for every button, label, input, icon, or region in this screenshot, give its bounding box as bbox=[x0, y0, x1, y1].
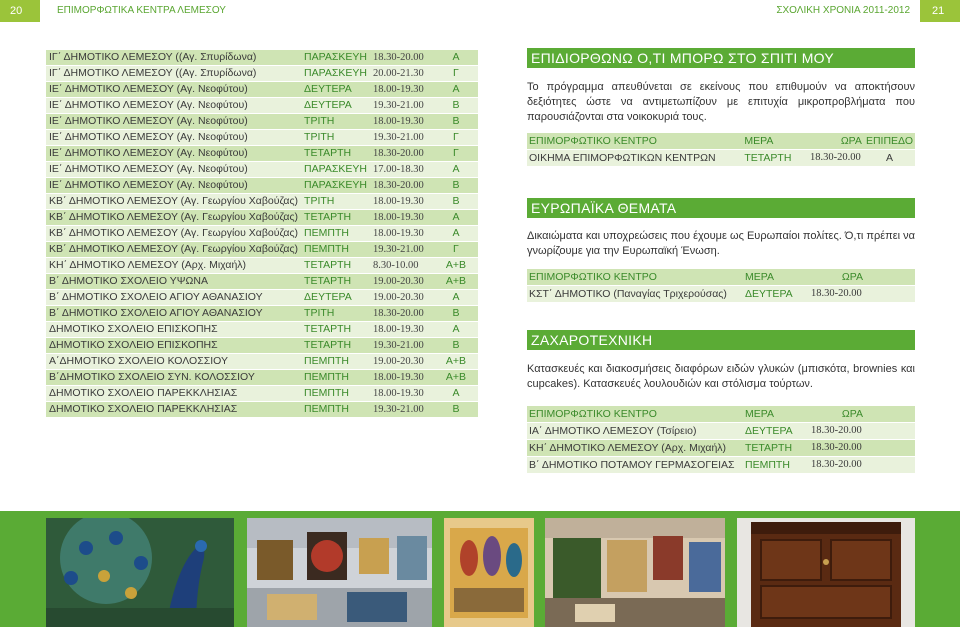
photo-strip bbox=[0, 511, 960, 627]
cell-day: ΠΕΜΠΤΗ bbox=[301, 354, 370, 370]
cell-time: 17.00-18.30 bbox=[370, 162, 434, 178]
section-pastry bbox=[527, 330, 915, 474]
cell-level: Β bbox=[434, 114, 478, 130]
cell-level: Α bbox=[434, 82, 478, 98]
cell-day: ΔΕΥΤΕΡΑ bbox=[743, 423, 809, 440]
cell-level: Β bbox=[434, 194, 478, 210]
cell-day: ΔΕΥΤΕΡΑ bbox=[301, 98, 370, 114]
cell-school: ΙΕ΄ ΔΗΜΟΤΙΚΟ ΛΕΜΕΣΟΥ (Αγ. Νεοφύτου) bbox=[46, 114, 301, 130]
col-header-time: ΩΡΑ bbox=[809, 406, 865, 423]
cell-time: 18.30-20.00 bbox=[370, 146, 434, 162]
cell-time: 19.30-21.00 bbox=[370, 98, 434, 114]
col-header-center: ΕΠΙΜΟΡΦΩΤΙΚΟ ΚΕΝΤΡΟ bbox=[527, 133, 742, 150]
table-row bbox=[46, 98, 478, 114]
cell-time: 19.30-21.00 bbox=[370, 242, 434, 258]
cell-school: ΙΕ΄ ΔΗΜΟΤΙΚΟ ΛΕΜΕΣΟΥ (Αγ. Νεοφύτου) bbox=[46, 162, 301, 178]
cell-level: Α+Β bbox=[434, 258, 478, 274]
painted-figures-photo bbox=[444, 518, 534, 627]
section-description: Κατασκευές και διακοσμήσεις διαφόρων ειδών γλυκών (μπισκότα, brownies και cupcakes). Κατασκευές λουλουδιών και στόλισμα τούρτων. bbox=[527, 363, 915, 390]
cell-school: ΙΕ΄ ΔΗΜΟΤΙΚΟ ΛΕΜΕΣΟΥ (Αγ. Νεοφύτου) bbox=[46, 178, 301, 194]
cell-school: ΚΒ΄ ΔΗΜΟΤΙΚΟ ΛΕΜΕΣΟΥ (Αγ. Γεωργίου Χαβούζας) bbox=[46, 226, 301, 242]
cell-level: Α bbox=[434, 50, 478, 66]
schedule-table-body bbox=[46, 50, 478, 418]
table-row bbox=[46, 386, 478, 402]
cell-day: ΠΕΜΠΤΗ bbox=[301, 402, 370, 418]
cell-day: ΤΕΤΑΡΤΗ bbox=[301, 274, 370, 290]
col-header-center: ΕΠΙΜΟΡΦΩΤΙΚΟ ΚΕΝΤΡΟ bbox=[527, 269, 743, 286]
cell-day: ΠΑΡΑΣΚΕΥΗ bbox=[301, 178, 370, 194]
artwork-display-photo bbox=[247, 518, 432, 627]
cell-school: ΙΕ΄ ΔΗΜΟΤΙΚΟ ΛΕΜΕΣΟΥ (Αγ. Νεοφύτου) bbox=[46, 82, 301, 98]
cell-day: ΠΕΜΠΤΗ bbox=[301, 386, 370, 402]
col-header-level: ΕΠΙΠΕΔΟ bbox=[864, 133, 915, 150]
cell-day: ΠΑΡΑΣΚΕΥΗ bbox=[301, 66, 370, 82]
cell-school: ΙΕ΄ ΔΗΜΟΤΙΚΟ ΛΕΜΕΣΟΥ (Αγ. Νεοφύτου) bbox=[46, 98, 301, 114]
cell-school: ΔΗΜΟΤΙΚΟ ΣΧΟΛΕΙΟ ΠΑΡΕΚΚΛΗΣΙΑΣ bbox=[46, 402, 301, 418]
cell-level: Β bbox=[434, 402, 478, 418]
cell-day: ΤΕΤΑΡΤΗ bbox=[742, 150, 808, 167]
cell-school: Β΄ΔΗΜΟΤΙΚΟ ΣΧΟΛΕΙΟ ΣΥΝ. ΚΟΛΟΣΣΙΟΥ bbox=[46, 370, 301, 386]
cell-level: Γ bbox=[434, 130, 478, 146]
cell-level: Γ bbox=[434, 146, 478, 162]
cell-school: ΚΒ΄ ΔΗΜΟΤΙΚΟ ΛΕΜΕΣΟΥ (Αγ. Γεωργίου Χαβούζας) bbox=[46, 210, 301, 226]
table-row bbox=[527, 457, 915, 474]
table-row bbox=[46, 306, 478, 322]
cell-time: 18.00-19.30 bbox=[370, 226, 434, 242]
table-row bbox=[46, 274, 478, 290]
table-row bbox=[46, 322, 478, 338]
table-row bbox=[527, 423, 915, 440]
cell-level: Α+Β bbox=[434, 274, 478, 290]
cell-school: ΚΒ΄ ΔΗΜΟΤΙΚΟ ΛΕΜΕΣΟΥ (Αγ. Γεωργίου Χαβούζας) bbox=[46, 194, 301, 210]
cell-time: 18.30-20.00 bbox=[370, 306, 434, 322]
table-header-row bbox=[527, 269, 915, 286]
table-row bbox=[46, 258, 478, 274]
table-row bbox=[46, 114, 478, 130]
cell-level: Α bbox=[434, 226, 478, 242]
cell-level: Α+Β bbox=[434, 354, 478, 370]
cell-school: ΙΓ΄ ΔΗΜΟΤΙΚΟ ΛΕΜΕΣΟΥ ((Αγ. Σπυρίδωνα) bbox=[46, 66, 301, 82]
table-row bbox=[527, 286, 915, 303]
cell-day: ΔΕΥΤΕΡΑ bbox=[743, 286, 809, 303]
cell-day: ΤΕΤΑΡΤΗ bbox=[301, 338, 370, 354]
table-row bbox=[527, 150, 915, 167]
cell-time: 19.30-21.00 bbox=[370, 338, 434, 354]
cell-level: Α+Β bbox=[434, 370, 478, 386]
section-description: Το πρόγραμμα απευθύνεται σε εκείνους που επιθυμούν να αποκτήσουν δεξιότητες ώστε να αντιμετωπίζουν με επιτυχία μικροπροβλήματα που παρουσιάζονται στα νοικοκυριά τους. bbox=[527, 81, 915, 123]
table-row bbox=[46, 210, 478, 226]
section-table bbox=[527, 269, 915, 303]
cell-time: 18.30-20.00 bbox=[809, 440, 865, 457]
cell-level: Γ bbox=[434, 66, 478, 82]
table-row bbox=[527, 440, 915, 457]
table-row bbox=[46, 130, 478, 146]
cell-time: 18.30-20.00 bbox=[370, 178, 434, 194]
cell-day: ΠΑΡΑΣΚΕΥΗ bbox=[301, 162, 370, 178]
section-table bbox=[527, 133, 915, 167]
table-row bbox=[46, 354, 478, 370]
section-title: ΖΑΧΑΡΟΤΕΧΝΙΚΗ bbox=[527, 330, 915, 350]
cell-school: ΚΒ΄ ΔΗΜΟΤΙΚΟ ΛΕΜΕΣΟΥ (Αγ. Γεωργίου Χαβούζας) bbox=[46, 242, 301, 258]
cell-school: Β΄ ΔΗΜΟΤΙΚΟ ΣΧΟΛΕΙΟ ΥΨΩΝΑ bbox=[46, 274, 301, 290]
cell-center: ΙΑ΄ ΔΗΜΟΤΙΚΟ ΛΕΜΕΣΟΥ (Τσίρειο) bbox=[527, 423, 743, 440]
cell-school: Β΄ ΔΗΜΟΤΙΚΟ ΣΧΟΛΕΙΟ ΑΓΙΟΥ ΑΘΑΝΑΣΙΟΥ bbox=[46, 306, 301, 322]
cell-time: 19.00-20.30 bbox=[370, 274, 434, 290]
classroom-paintings-photo bbox=[545, 518, 725, 627]
cell-school: ΔΗΜΟΤΙΚΟ ΣΧΟΛΕΙΟ ΕΠΙΣΚΟΠΗΣ bbox=[46, 338, 301, 354]
cell-day: ΠΕΜΠΤΗ bbox=[301, 242, 370, 258]
table-row bbox=[46, 66, 478, 82]
page-number-right: 21 bbox=[920, 0, 960, 22]
cell-level: Α bbox=[434, 290, 478, 306]
cell-time: 18.30-20.00 bbox=[370, 50, 434, 66]
table-row bbox=[46, 50, 478, 66]
cell-time: 18.00-19.30 bbox=[370, 114, 434, 130]
cell-level: Β bbox=[434, 338, 478, 354]
cell-time: 18.30-20.00 bbox=[809, 423, 865, 440]
cell-level: Β bbox=[434, 98, 478, 114]
col-header-time: ΩΡΑ bbox=[809, 269, 865, 286]
col-header-time: ΩΡΑ bbox=[808, 133, 864, 150]
table-row bbox=[46, 226, 478, 242]
cell-time: 20.00-21.30 bbox=[370, 66, 434, 82]
wooden-cabinet-photo bbox=[737, 518, 915, 627]
table-row bbox=[46, 82, 478, 98]
cell-day: ΤΕΤΑΡΤΗ bbox=[301, 210, 370, 226]
cell-level: Α bbox=[864, 150, 915, 167]
header-title-right: ΣΧΟΛΙΚΗ ΧΡΟΝΙΑ 2011-2012 bbox=[776, 5, 910, 16]
cell-school: ΙΕ΄ ΔΗΜΟΤΙΚΟ ΛΕΜΕΣΟΥ (Αγ. Νεοφύτου) bbox=[46, 146, 301, 162]
cell-level: Α bbox=[434, 322, 478, 338]
cell-school: ΔΗΜΟΤΙΚΟ ΣΧΟΛΕΙΟ ΕΠΙΣΚΟΠΗΣ bbox=[46, 322, 301, 338]
cell-time: 18.00-19.30 bbox=[370, 322, 434, 338]
cell-day: ΠΕΜΠΤΗ bbox=[743, 457, 809, 474]
col-header-center: ΕΠΙΜΟΡΦΩΤΙΚΟ ΚΕΝΤΡΟ bbox=[527, 406, 743, 423]
col-header-day: ΜΕΡΑ bbox=[743, 269, 809, 286]
cell-time: 18.30-20.00 bbox=[808, 150, 864, 167]
section-repairs bbox=[527, 48, 915, 167]
table-row bbox=[46, 402, 478, 418]
cell-school: Β΄ ΔΗΜΟΤΙΚΟ ΣΧΟΛΕΙΟ ΑΓΙΟΥ ΑΘΑΝΑΣΙΟΥ bbox=[46, 290, 301, 306]
cell-time: 19.00-20.30 bbox=[370, 290, 434, 306]
table-row bbox=[46, 370, 478, 386]
cell-school: Α΄ΔΗΜΟΤΙΚΟ ΣΧΟΛΕΙΟ ΚΟΛΟΣΣΙΟΥ bbox=[46, 354, 301, 370]
cell-center: ΚΗ΄ ΔΗΜΟΤΙΚΟ ΛΕΜΕΣΟΥ (Αρχ. Μιχαήλ) bbox=[527, 440, 743, 457]
cell-day: ΤΡΙΤΗ bbox=[301, 306, 370, 322]
table-row bbox=[46, 178, 478, 194]
cell-school: ΙΓ΄ ΔΗΜΟΤΙΚΟ ΛΕΜΕΣΟΥ ((Αγ. Σπυρίδωνα) bbox=[46, 50, 301, 66]
cell-day: ΤΕΤΑΡΤΗ bbox=[301, 322, 370, 338]
page-number-left: 20 bbox=[0, 0, 40, 22]
section-title: ΕΥΡΩΠΑΪΚΑ ΘΕΜΑΤΑ bbox=[527, 198, 915, 218]
cell-center: Β΄ ΔΗΜΟΤΙΚΟ ΠΟΤΑΜΟΥ ΓΕΡΜΑΣΟΓΕΙΑΣ bbox=[527, 457, 743, 474]
cell-day: ΤΡΙΤΗ bbox=[301, 130, 370, 146]
cell-school: ΙΕ΄ ΔΗΜΟΤΙΚΟ ΛΕΜΕΣΟΥ (Αγ. Νεοφύτου) bbox=[46, 130, 301, 146]
cell-day: ΠΕΜΠΤΗ bbox=[301, 226, 370, 242]
cell-time: 18.00-19.30 bbox=[370, 82, 434, 98]
cell-time: 19.30-21.00 bbox=[370, 402, 434, 418]
cell-time: 18.00-19.30 bbox=[370, 194, 434, 210]
peacock-painting-photo bbox=[46, 518, 234, 627]
cell-day: ΠΑΡΑΣΚΕΥΗ bbox=[301, 50, 370, 66]
cell-day: ΤΡΙΤΗ bbox=[301, 194, 370, 210]
cell-level: Α bbox=[434, 210, 478, 226]
cell-level: Β bbox=[434, 178, 478, 194]
cell-center: ΟΙΚΗΜΑ ΕΠΙΜΟΡΦΩΤΙΚΩΝ ΚΕΝΤΡΩΝ bbox=[527, 150, 742, 167]
cell-time: 18.00-19.30 bbox=[370, 370, 434, 386]
col-header-day: ΜΕΡΑ bbox=[742, 133, 808, 150]
cell-day: ΔΕΥΤΕΡΑ bbox=[301, 82, 370, 98]
cell-time: 18.00-19.30 bbox=[370, 386, 434, 402]
section-title: ΕΠΙΔΙΟΡΘΩΝΩ Ο,ΤΙ ΜΠΟΡΩ ΣΤΟ ΣΠΙΤΙ ΜΟΥ bbox=[527, 48, 915, 68]
table-row bbox=[46, 162, 478, 178]
table-row bbox=[46, 194, 478, 210]
cell-time: 19.30-21.00 bbox=[370, 130, 434, 146]
cell-level: Γ bbox=[434, 242, 478, 258]
cell-level: Β bbox=[434, 306, 478, 322]
cell-school: ΚΗ΄ ΔΗΜΟΤΙΚΟ ΛΕΜΕΣΟΥ (Αρχ. Μιχαήλ) bbox=[46, 258, 301, 274]
cell-school: ΔΗΜΟΤΙΚΟ ΣΧΟΛΕΙΟ ΠΑΡΕΚΚΛΗΣΙΑΣ bbox=[46, 386, 301, 402]
cell-time: 18.30-20.00 bbox=[809, 457, 865, 474]
schedule-table bbox=[46, 50, 478, 418]
cell-level: Α bbox=[434, 386, 478, 402]
cell-day: ΔΕΥΤΕΡΑ bbox=[301, 290, 370, 306]
cell-level: Α bbox=[434, 162, 478, 178]
table-row bbox=[46, 338, 478, 354]
cell-center: ΚΣΤ΄ ΔΗΜΟΤΙΚΟ (Παναγίας Τριχερούσας) bbox=[527, 286, 743, 303]
cell-day: ΤΕΤΑΡΤΗ bbox=[301, 258, 370, 274]
page-header bbox=[0, 0, 960, 22]
section-table bbox=[527, 406, 915, 474]
section-european bbox=[527, 198, 915, 303]
section-description: Δικαιώματα και υποχρεώσεις που έχουμε ως Ευρωπαίοι πολίτες. Ό,τι πρέπει να γνωρίζουμε για την Ευρωπαϊκή Ένωση. bbox=[527, 230, 915, 257]
cell-time: 18.00-19.30 bbox=[370, 210, 434, 226]
header-title-left: ΕΠΙΜΟΡΦΩΤΙΚΑ ΚΕΝΤΡΑ ΛΕΜΕΣΟΥ bbox=[57, 5, 226, 16]
cell-time: 8.30-10.00 bbox=[370, 258, 434, 274]
cell-day: ΤΕΤΑΡΤΗ bbox=[743, 440, 809, 457]
cell-time: 18.30-20.00 bbox=[809, 286, 865, 303]
cell-day: ΤΕΤΑΡΤΗ bbox=[301, 146, 370, 162]
table-header-row bbox=[527, 406, 915, 423]
table-row bbox=[46, 290, 478, 306]
table-row bbox=[46, 146, 478, 162]
cell-time: 19.00-20.30 bbox=[370, 354, 434, 370]
table-row bbox=[46, 242, 478, 258]
cell-day: ΠΕΜΠΤΗ bbox=[301, 370, 370, 386]
table-header-row bbox=[527, 133, 915, 150]
cell-day: ΤΡΙΤΗ bbox=[301, 114, 370, 130]
col-header-day: ΜΕΡΑ bbox=[743, 406, 809, 423]
